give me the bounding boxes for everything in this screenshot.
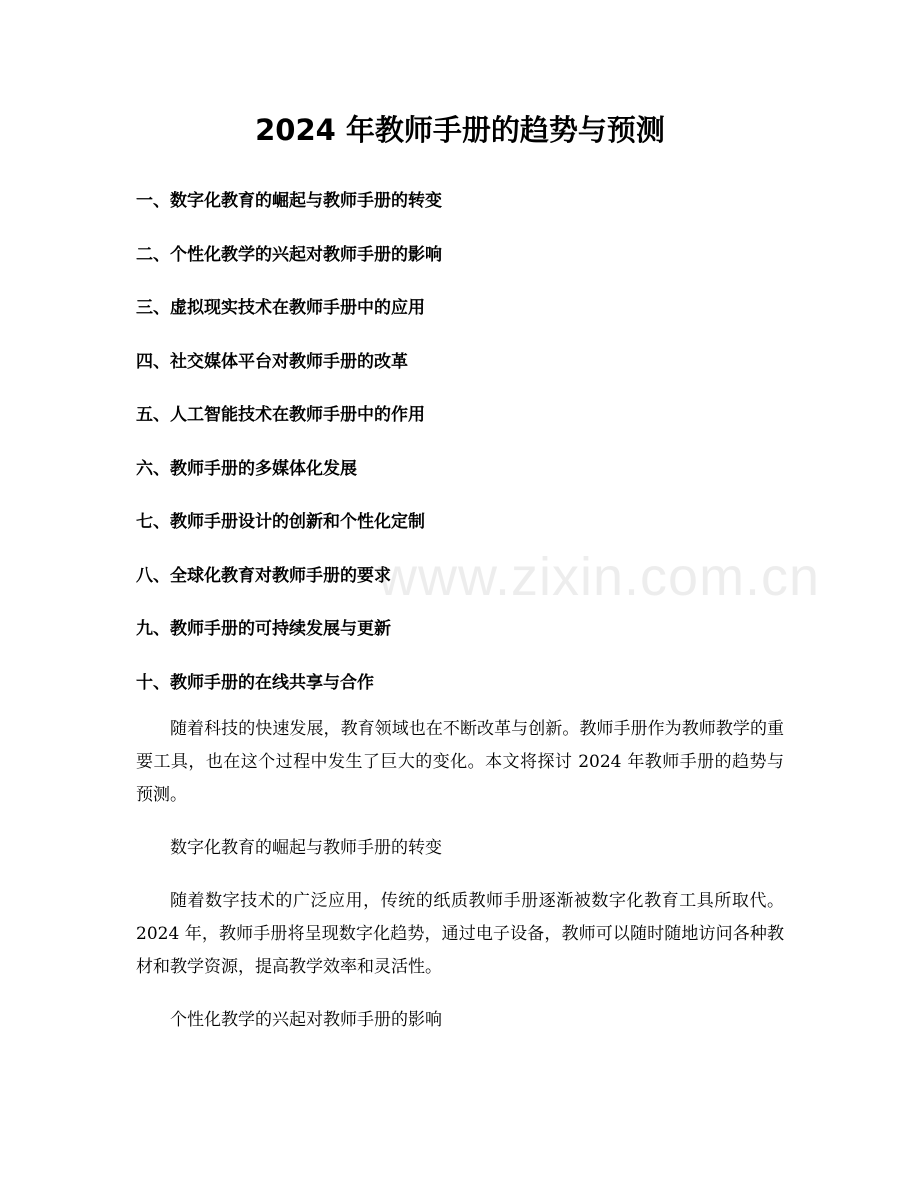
document-body bbox=[136, 713, 784, 1057]
toc-item: 二、个性化教学的兴起对教师手册的影响 bbox=[136, 244, 442, 265]
section-heading-personalized: 个性化教学的兴起对教师手册的影响 bbox=[170, 1010, 442, 1030]
watermark: www.zixin.com.cn bbox=[378, 547, 821, 607]
toc-item: 三、虚拟现实技术在教师手册中的应用 bbox=[136, 298, 425, 318]
toc-item: 五、人工智能技术在教师手册中的作用 bbox=[136, 405, 425, 425]
section-paragraph-digital: 随着数字技术的广泛应用，传统的纸质教师手册逐渐被数字化教育工具所取代。2024 年，教师手册将呈现数字化趋势，通过电子设备，教师可以随时随地访问各种教材和教学资源，提高教学效率和灵活性。 bbox=[136, 891, 784, 977]
toc-item: 一、数字化教育的崛起与教师手册的转变 bbox=[136, 191, 442, 211]
toc-item: 四、社交媒体平台对教师手册的改革 bbox=[136, 351, 408, 372]
intro-paragraph: 随着科技的快速发展，教育领域也在不断改革与创新。教师手册作为教师教学的重要工具，也在这个过程中发生了巨大的变化。本文将探讨 2024 年教师手册的趋势与预测。 bbox=[136, 719, 784, 805]
toc-item: 八、全球化教育对教师手册的要求 bbox=[136, 565, 391, 586]
toc-item: 六、教师手册的多媒体化发展 bbox=[136, 458, 357, 479]
toc-item: 七、教师手册设计的创新和个性化定制 bbox=[136, 512, 425, 532]
document-title: 2024 年教师手册的趋势与预测 bbox=[255, 113, 665, 147]
toc-item: 九、教师手册的可持续发展与更新 bbox=[136, 619, 391, 639]
toc-item: 十、教师手册的在线共享与合作 bbox=[136, 672, 374, 693]
table-of-contents bbox=[136, 183, 442, 718]
section-heading-digital: 数字化教育的崛起与教师手册的转变 bbox=[170, 838, 442, 858]
